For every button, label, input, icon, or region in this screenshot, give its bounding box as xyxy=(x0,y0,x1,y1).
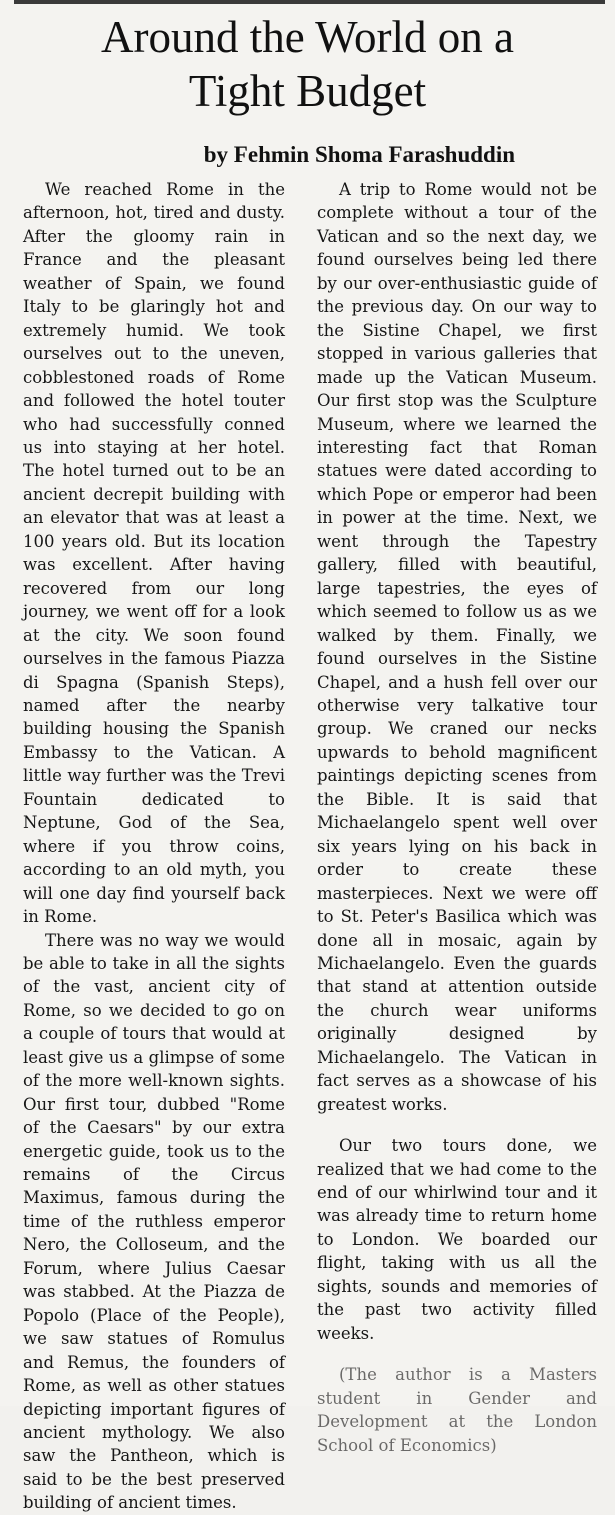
paragraph: A trip to Rome would not be complete without a tour of the Vatican and so the next day, we found ourselves being led there by our over-enthusiastic guide of the previous day. On our way to the Sistine Chapel, we first stopped in various galleries that made up the Vatican Museum. Our first stop was the Sculpture Museum, where we learned the interesting fact that Roman statues were dated according to which Pope or emperor had been in power at the time. Next, we went through the Tapestry gallery, filled with beautiful, large tapestries, the eyes of which seemed to follow us as we walked by them. Finally, we found ourselves in the Sistine Chapel, and a hush fell over our otherwise very talkative tour group. We craned our necks upwards to behold magnificent paintings depicting scenes from the Bible. It is said that Michaelangelo spent well over six years lying on his back in order to create these masterpieces. Next we were off to St. Peter's Basilica which was done all in mosaic, again by Michaelangelo. Even the guards that stand at attention outside the church wear uniforms originally designed by Michaelangelo. The Vatican in fact serves as a showcase of his greatest works. xyxy=(317,180,597,1114)
paragraph: Our two tours done, we realized that we had come to the end of our whirlwind tour and it was already time to return home to London. We boarded our flight, taking with us all the sights, sounds and memories of the past two activity filled weeks. xyxy=(317,1136,597,1343)
paragraph-gap xyxy=(317,1345,597,1363)
headline-line-2: Tight Budget xyxy=(188,66,427,116)
right-column xyxy=(317,178,597,1457)
top-rule xyxy=(14,0,605,4)
paragraph: There was no way we would be able to take in all the sights of the vast, ancient city of Rome, so we decided to go on a couple of tours that would at least give us a glimpse of some of the more well-known sights. Our first tour, dubbed "Rome of the Caesars" by our extra energetic guide, took us to the remains of the Circus Maximus, famous during the time of the ruthless emperor Nero, the Colloseum, and the Forum, where Julius Caesar was stabbed. At the Piazza de Popolo (Place of the People), we saw statues of Romulus and Remus, the founders of Rome, as well as other statues depicting important figures of ancient mythology. We also saw the Pantheon, which is said to be the best preserved building of ancient times. xyxy=(23,930,285,1513)
author-note: (The author is a Masters student in Gender and Development at the London School of Economics) xyxy=(317,1365,597,1455)
paragraph: We reached Rome in the afternoon, hot, tired and dusty. After the gloomy rain in France and the pleasant weather of Spain, we found Italy to be glaringly hot and extremely humid. We took ourselves out to the uneven, cobblestoned roads of Rome and followed the hotel touter who had successfully conned us into staying at her hotel. The hotel turned out to be an ancient decrepit building with an elevator that was at least a 100 years old. But its location was excellent. After having recovered from our long journey, we went off for a look at the city. We soon found ourselves in the famous Piazza di Spagna (Spanish Steps), named after the nearby building housing the Spanish Embassy to the Vatican. A little way further was the Trevi Fountain dedicated to Neptune, God of the Sea, where if you throw coins, according to an old myth, you will one day find yourself back in Rome. xyxy=(23,180,285,927)
headline xyxy=(0,10,615,118)
paragraph-gap xyxy=(317,1116,597,1134)
byline: by Fehmin Shoma Farashuddin xyxy=(203,142,515,167)
headline-line-1: Around the World on a xyxy=(101,12,514,62)
left-column xyxy=(23,178,285,1515)
